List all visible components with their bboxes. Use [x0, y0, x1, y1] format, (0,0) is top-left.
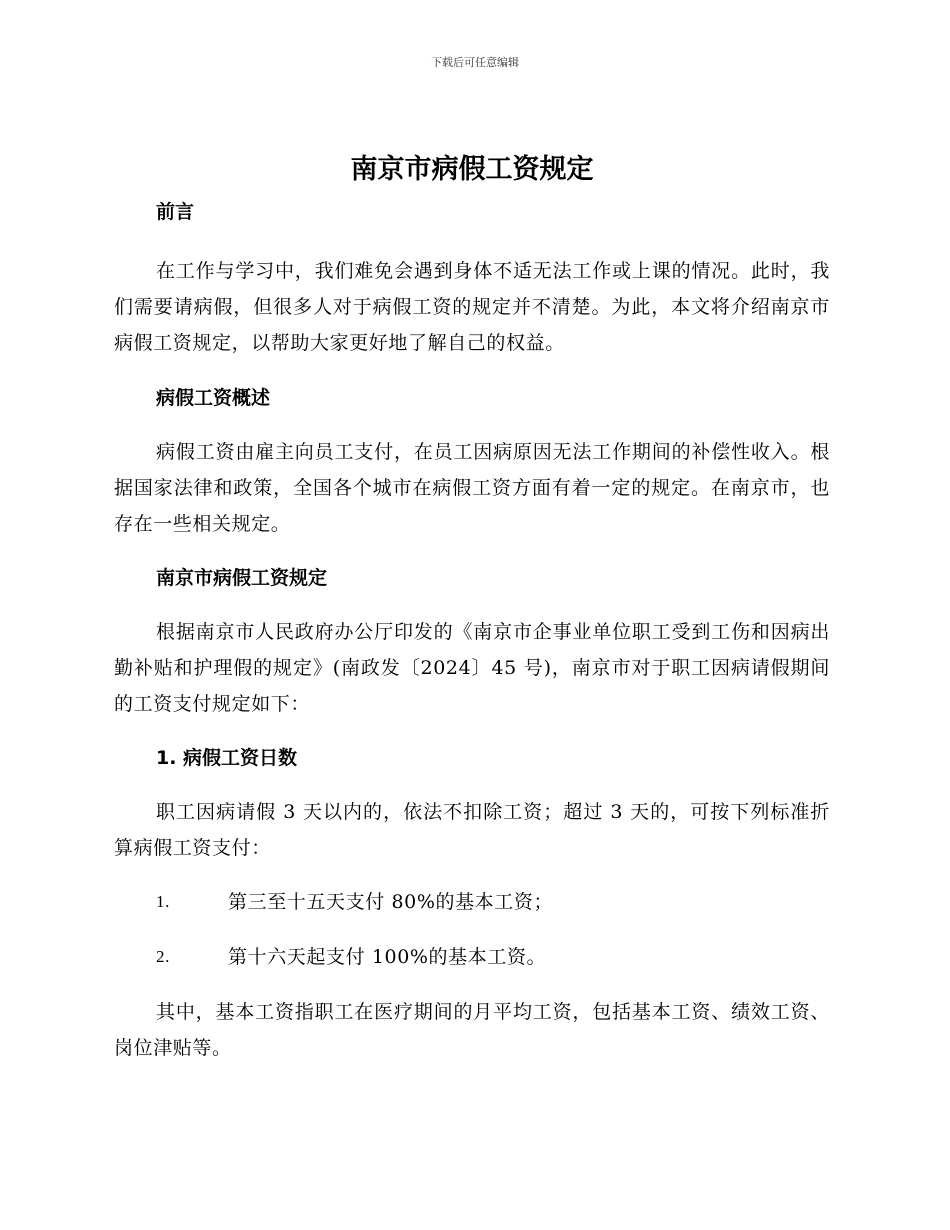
list-item: [114, 884, 830, 920]
page-header: 下载后可任意编辑: [431, 56, 519, 69]
document-title: 南京市病假工资规定: [350, 154, 594, 185]
list-item-number: 2.: [156, 947, 170, 966]
paragraph-overview: 病假工资由雇主向员工支付，在员工因病原因无法工作期间的补偿性收入。根据国家法律和政策，全国各个城市在病假工资方面有着一定的规定。在南京市，也存在一些相关规定。: [114, 441, 830, 535]
heading-preface: 前言: [156, 201, 195, 223]
list-item-text: 第十六天起支付 100%的基本工资。: [228, 946, 547, 968]
heading-sick-days: 1. 病假工资日数: [156, 747, 298, 769]
document-body: [114, 150, 830, 1066]
paragraph-note: 其中，基本工资指职工在医疗期间的月平均工资，包括基本工资、绩效工资、岗位津贴等。: [114, 1001, 830, 1059]
paragraph-sick-days: 职工因病请假 3 天以内的，依法不扣除工资；超过 3 天的，可按下列标准折算病假工资支付：: [114, 801, 830, 859]
list-item-number: 1.: [156, 892, 170, 911]
list-item-text: 第三至十五天支付 80%的基本工资；: [228, 891, 554, 913]
heading-rules: 南京市病假工资规定: [156, 567, 328, 589]
paragraph-preface: 在工作与学习中，我们难免会遇到身体不适无法工作或上课的情况。此时，我们需要请病假，但很多人对于病假工资的规定并不清楚。为此，本文将介绍南京市病假工资规定，以帮助大家更好地了解自己的权益。: [114, 260, 830, 354]
paragraph-rules: 根据南京市人民政府办公厅印发的《南京市企事业单位职工受到工伤和因病出勤补贴和护理假的规定》(南政发〔2024〕45 号)，南京市对于职工因病请假期间的工资支付规定如下：: [114, 621, 830, 715]
heading-overview: 病假工资概述: [156, 387, 271, 409]
list-item: [114, 939, 830, 975]
